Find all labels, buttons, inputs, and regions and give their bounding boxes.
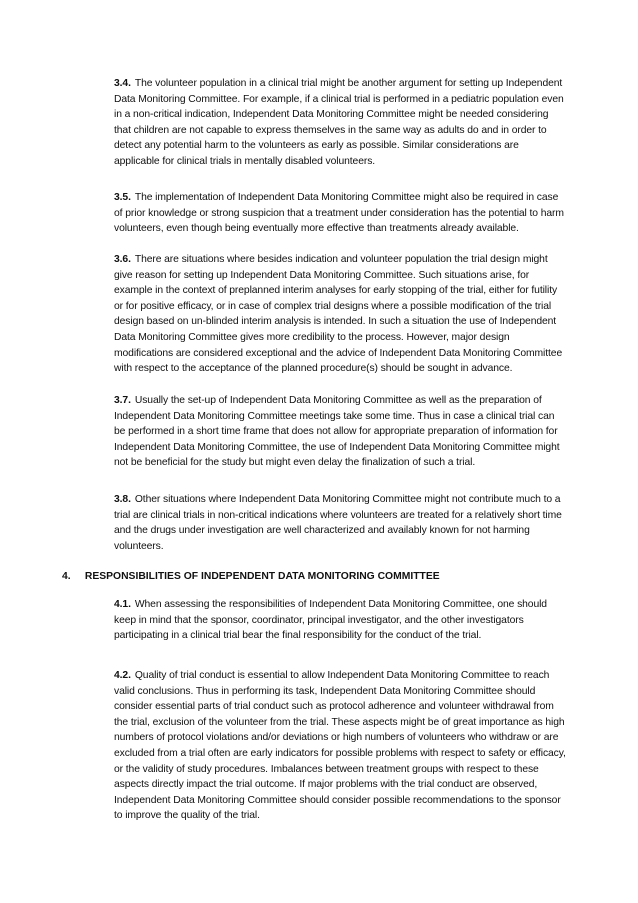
paragraph-number: 3.6. (114, 254, 131, 265)
paragraph-4-2 (114, 668, 566, 824)
paragraph-3-6 (114, 252, 566, 377)
paragraph-text: The implementation of Independent Data Monitoring Committee might also be required in case of prior knowledge or strong suspicion that a treatment under consideration has the potential to harm volunteers, even though being eventually more effective than treatments already available. (114, 192, 564, 235)
paragraph-number: 3.5. (114, 192, 131, 203)
paragraph-3-4 (114, 76, 566, 170)
paragraph-text: When assessing the responsibilities of Independent Data Monitoring Committee, one should keep in mind that the sponsor, coordinator, principal investigator, and the other investigators participating in a clinical trial bear the final responsibility for the conduct of the trial. (114, 599, 547, 642)
section-heading-4 (62, 569, 440, 585)
section-number: 4. (62, 571, 71, 582)
paragraph-text: Quality of trial conduct is essential to allow Independent Data Monitoring Committee to reach valid conclusions. Thus in performing its task, Independent Data Monitoring Committee should consider essential parts of trial conduct such as protocol adherence and volunteer withdrawal from the trial, exclusion of the volunteer from the trial. These aspects might be of great importance as high numbers of protocol violations and/or deviations or high numbers of volunteers who withdraw or are excluded from a trial often are early indicators for possible problems with respect to safety or efficacy, or the validity of study procedures. Imbalances between treatment groups with respect to these aspects directly impact the trial outcome. If major problems with the trial conduct are observed, Independent Data Monitoring Committee should consider possible recommendations to the sponsor to improve the quality of the trial. (114, 670, 566, 822)
paragraph-3-8 (114, 492, 566, 554)
paragraph-3-5 (114, 190, 566, 237)
paragraph-number: 3.7. (114, 395, 131, 406)
paragraph-text: Usually the set-up of Independent Data Monitoring Committee as well as the preparation of Independent Data Monitoring Committee meetings take some time. Thus in case a clinical trial can be performed in a short time frame that does not allow for appropriate preparation of information for Independent Data Monitoring Committee, the use of Independent Data Monitoring Committee might not be beneficial for the study but might even delay the finalization of such a trial. (114, 395, 560, 469)
paragraph-number: 4.1. (114, 599, 131, 610)
section-title: RESPONSIBILITIES OF INDEPENDENT DATA MONITORING COMMITTEE (84, 571, 440, 582)
paragraph-4-1 (114, 597, 566, 644)
paragraph-3-7 (114, 393, 566, 471)
paragraph-text: There are situations where besides indication and volunteer population the trial design might give reason for setting up Independent Data Monitoring Committee. Such situations arise, for example in the context of preplanned interim analyses for early stopping of the trial, either for futility or for positive efficacy, or in case of complex trial designs where a possible modification of the trial design based on un-blinded interim analysis is intended. In such a situation the use of Independent Data Monitoring Committee gives more credibility to the process. However, major design modifications are considered exceptional and the advice of Independent Data Monitoring Committee with respect to the acceptance of the planned procedure(s) should be sought in advance. (114, 254, 563, 375)
paragraph-text: The volunteer population in a clinical trial might be another argument for setting up Independent Data Monitoring Committee. For example, if a clinical trial is performed in a pediatric population even in a non-critical indication, Independent Data Monitoring Committee might be needed considering that children are not capable to express themselves in the same way as adults do and in order to detect any potential harm to the volunteers as early as possible. Similar considerations are applicable for clinical trials in mentally disabled volunteers. (114, 78, 564, 167)
paragraph-number: 4.2. (114, 670, 131, 681)
paragraph-number: 3.4. (114, 78, 131, 89)
paragraph-text: Other situations where Independent Data Monitoring Committee might not contribute much to a trial are clinical trials in non-critical indications where volunteers are treated for a relatively short time and the drugs under investigation are well characterized and availably known for not harming volunteers. (114, 494, 562, 552)
paragraph-number: 3.8. (114, 494, 131, 505)
